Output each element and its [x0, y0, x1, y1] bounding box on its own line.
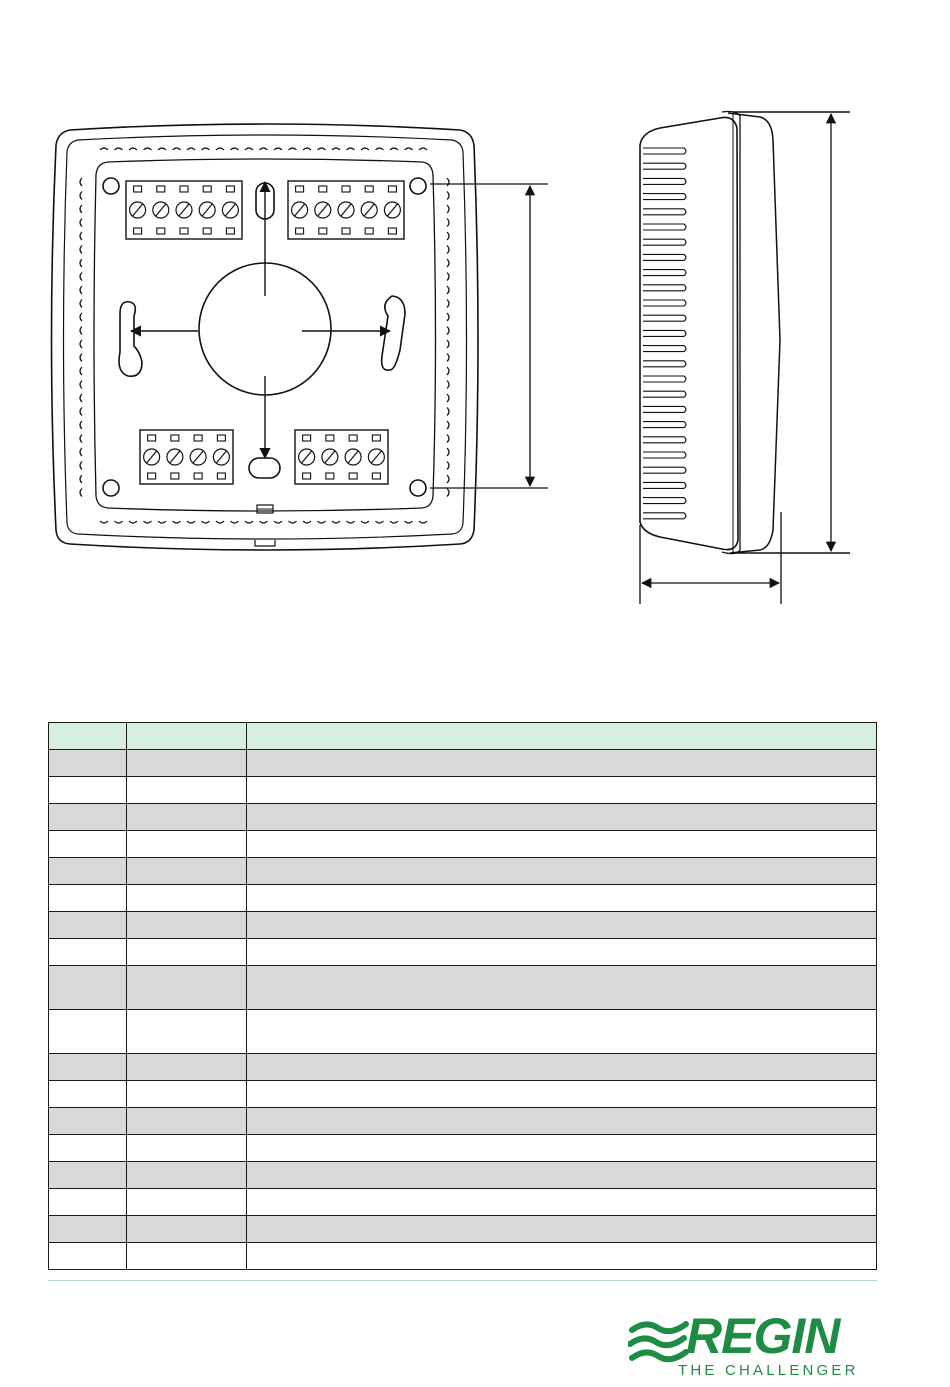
table-row: [49, 1243, 877, 1270]
side-vent-slot: [643, 513, 686, 519]
table-cell: [49, 1010, 127, 1054]
table-cell: [49, 777, 127, 804]
side-vent-slot: [643, 437, 686, 443]
table-row: [49, 1054, 877, 1081]
table-cell: [247, 750, 877, 777]
table-cell: [49, 1162, 127, 1189]
side-vent-slot: [643, 148, 686, 154]
terminal-screw-icon: [153, 186, 169, 234]
table-cell: [127, 831, 247, 858]
side-vent-slot: [643, 482, 686, 488]
terminal-screw-icon: [338, 186, 354, 234]
table-cell: [49, 804, 127, 831]
terminal-block: [288, 181, 404, 239]
table-cell: [49, 831, 127, 858]
table-row: [49, 912, 877, 939]
table-cell: [247, 966, 877, 1010]
table-cell: [127, 1135, 247, 1162]
side-vent-slot: [643, 376, 686, 382]
table-row: [49, 858, 877, 885]
side-vent-slot: [643, 194, 686, 200]
terminal-screw-icon: [322, 435, 338, 479]
table-cell: [127, 1243, 247, 1270]
table-cell: [127, 1108, 247, 1135]
table-row: [49, 1010, 877, 1054]
terminal-block: [295, 430, 388, 484]
spec-table: [48, 722, 877, 1270]
screw-hole-top-left: [103, 178, 119, 194]
side-view: [640, 112, 850, 605]
table-cell: [247, 1108, 877, 1135]
brand-name: REGIN: [686, 1308, 840, 1364]
table-cell: [127, 912, 247, 939]
table-cell: [49, 1243, 127, 1270]
side-vent-slot: [643, 178, 686, 184]
screw-hole-top-right: [410, 178, 426, 194]
side-vent-slots: [643, 148, 686, 519]
table-cell: [247, 777, 877, 804]
table-row: [49, 750, 877, 777]
side-vent-slot: [643, 406, 686, 412]
table-cell: [127, 1054, 247, 1081]
side-vent-slot: [643, 391, 686, 397]
terminal-screw-icon: [190, 435, 206, 479]
table-cell: [127, 804, 247, 831]
table-cell: [247, 831, 877, 858]
table-row: [49, 1135, 877, 1162]
table-cell: [127, 939, 247, 966]
table-row: [49, 804, 877, 831]
table-cell: [127, 1162, 247, 1189]
table-cell: [49, 912, 127, 939]
terminal-screw-icon: [176, 186, 192, 234]
table-cell: [247, 1162, 877, 1189]
table-row: [49, 1189, 877, 1216]
table-row: [49, 1162, 877, 1189]
terminal-screw-icon: [368, 435, 384, 479]
table-row: [49, 1108, 877, 1135]
table-cell: [127, 885, 247, 912]
table-cell: [247, 1010, 877, 1054]
side-vent-slot: [643, 163, 686, 169]
side-vent-slot: [643, 254, 686, 260]
table-row: [49, 939, 877, 966]
table-cell: [247, 1081, 877, 1108]
terminal-screw-icon: [222, 186, 238, 234]
table-cell: [127, 858, 247, 885]
side-vent-slot: [643, 285, 686, 291]
side-vent-slot: [643, 422, 686, 428]
table-cell: [49, 1216, 127, 1243]
wave-logo-icon: [628, 1318, 690, 1364]
table-cell: [127, 1010, 247, 1054]
side-vent-slot: [643, 239, 686, 245]
terminal-block: [126, 181, 242, 239]
table-cell: [127, 750, 247, 777]
table-cell: [127, 1189, 247, 1216]
terminal-screw-icon: [315, 186, 331, 234]
table-row: [49, 1216, 877, 1243]
side-vent-slot: [643, 361, 686, 367]
table-cell: [127, 966, 247, 1010]
table-cell: [49, 750, 127, 777]
side-vent-slot: [643, 452, 686, 458]
terminal-screw-icon: [384, 186, 400, 234]
table-cell: [49, 939, 127, 966]
terminal-screw-icon: [345, 435, 361, 479]
side-vent-slot: [643, 346, 686, 352]
regin-logo: [628, 1310, 878, 1382]
table-row: [49, 1081, 877, 1108]
terminal-screw-icon: [167, 435, 183, 479]
side-vent-slot: [643, 270, 686, 276]
side-vent-slot: [643, 498, 686, 504]
table-row: [49, 885, 877, 912]
table-cell: [247, 885, 877, 912]
table-cell: [247, 1216, 877, 1243]
terminal-screw-icon: [361, 186, 377, 234]
brand-tagline: THE CHALLENGER: [678, 1362, 859, 1379]
screw-hole-bottom-right: [410, 480, 426, 496]
bottom-slot: [249, 458, 280, 478]
terminal-screw-icon: [199, 186, 215, 234]
side-vent-slot: [643, 209, 686, 215]
terminal-screw-icon: [144, 435, 160, 479]
table-cell: [247, 1135, 877, 1162]
table-cell: [127, 1216, 247, 1243]
screw-hole-bottom-left: [103, 480, 119, 496]
terminal-screw-icon: [292, 186, 308, 234]
table-cell: [247, 1243, 877, 1270]
table-cell: [49, 1054, 127, 1081]
footer-divider: [48, 1280, 877, 1281]
table-cell: [127, 777, 247, 804]
table-row: [49, 831, 877, 858]
center-arrows: [131, 182, 390, 458]
terminal-screw-icon: [130, 186, 146, 234]
table-row: [49, 966, 877, 1010]
side-vent-slot: [643, 315, 686, 321]
terminal-block: [140, 430, 233, 484]
table-cell: [49, 1108, 127, 1135]
keyhole-right: [382, 296, 405, 370]
table-row: [49, 777, 877, 804]
table-cell: [247, 804, 877, 831]
side-vent-slot: [643, 224, 686, 230]
table-cell: [127, 1081, 247, 1108]
table-cell: [49, 1081, 127, 1108]
keyhole-left: [119, 302, 142, 376]
side-vent-slot: [643, 467, 686, 473]
table-cell: [49, 1189, 127, 1216]
table-cell: [247, 1189, 877, 1216]
table-cell: [247, 858, 877, 885]
table-cell: [49, 966, 127, 1010]
table-cell: [49, 885, 127, 912]
table-cell: [247, 912, 877, 939]
table-header-row: [49, 723, 877, 750]
table-cell: [247, 1054, 877, 1081]
side-vent-slot: [643, 330, 686, 336]
table-cell: [49, 1135, 127, 1162]
table-header-cell: [247, 723, 877, 750]
table-cell: [247, 939, 877, 966]
terminal-screw-icon: [213, 435, 229, 479]
terminal-screw-icon: [299, 435, 315, 479]
table-cell: [49, 858, 127, 885]
table-header-cell: [127, 723, 247, 750]
table-header-cell: [49, 723, 127, 750]
side-vent-slot: [643, 300, 686, 306]
